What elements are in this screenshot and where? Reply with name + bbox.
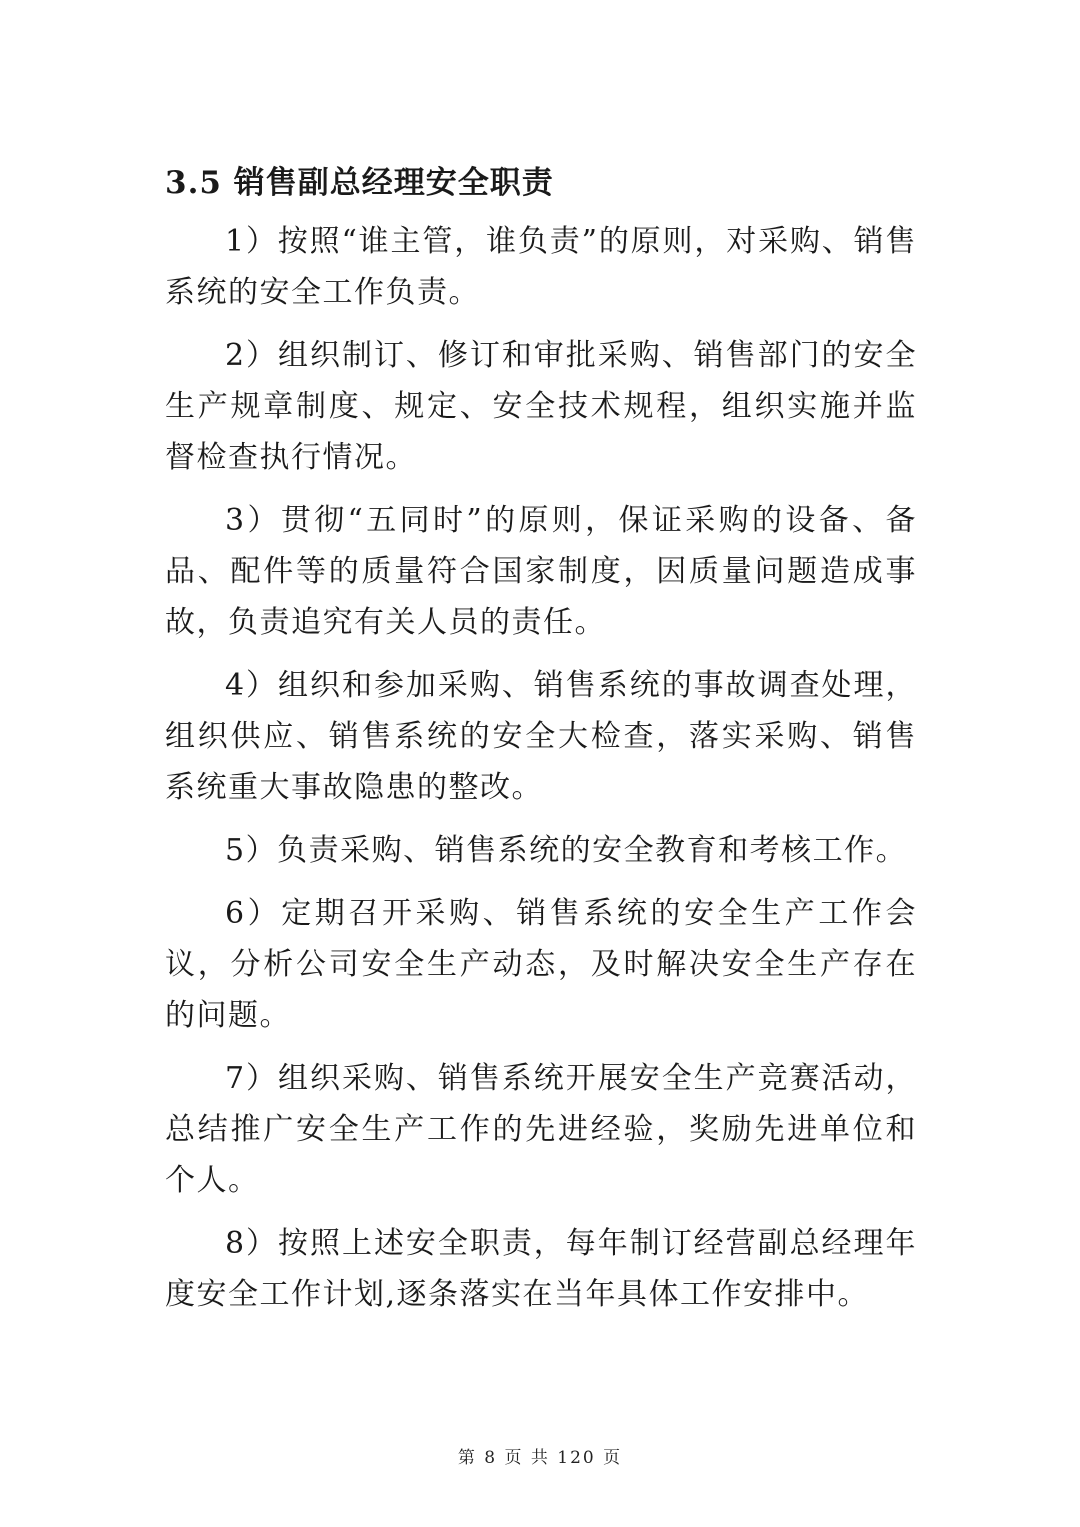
paragraph-8: 8）按照上述安全职责，每年制订经营副总经理年度安全工作计划,逐条落实在当年具体工作安排中。 (165, 1226, 917, 1312)
page-content (165, 158, 917, 1332)
paragraph-1: 1）按照“谁主管，谁负责”的原则，对采购、销售系统的安全工作负责。 (165, 224, 917, 310)
paragraph-2: 2）组织制订、修订和审批采购、销售部门的安全生产规章制度、规定、安全技术规程，组织实施并监督检查执行情况。 (165, 338, 917, 475)
paragraph-6: 6）定期召开采购、销售系统的安全生产工作会议，分析公司安全生产动态，及时解决安全生产存在的问题。 (165, 896, 917, 1033)
paragraph-4: 4）组织和参加采购、销售系统的事故调查处理，组织供应、销售系统的安全大检查，落实采购、销售系统重大事故隐患的整改。 (165, 668, 917, 805)
paragraph-3: 3）贯彻“五同时”的原则，保证采购的设备、备品、配件等的质量符合国家制度，因质量问题造成事故，负责追究有关人员的责任。 (165, 503, 917, 640)
paragraph-5: 5）负责采购、销售系统的安全教育和考核工作。 (225, 833, 908, 868)
page-number-footer: 第 8 页 共 120 页 (457, 1448, 623, 1468)
paragraph-7: 7）组织采购、销售系统开展安全生产竞赛活动，总结推广安全生产工作的先进经验，奖励先进单位和个人。 (165, 1061, 917, 1198)
section-title: 3.5 销售副总经理安全职责 (165, 165, 554, 201)
